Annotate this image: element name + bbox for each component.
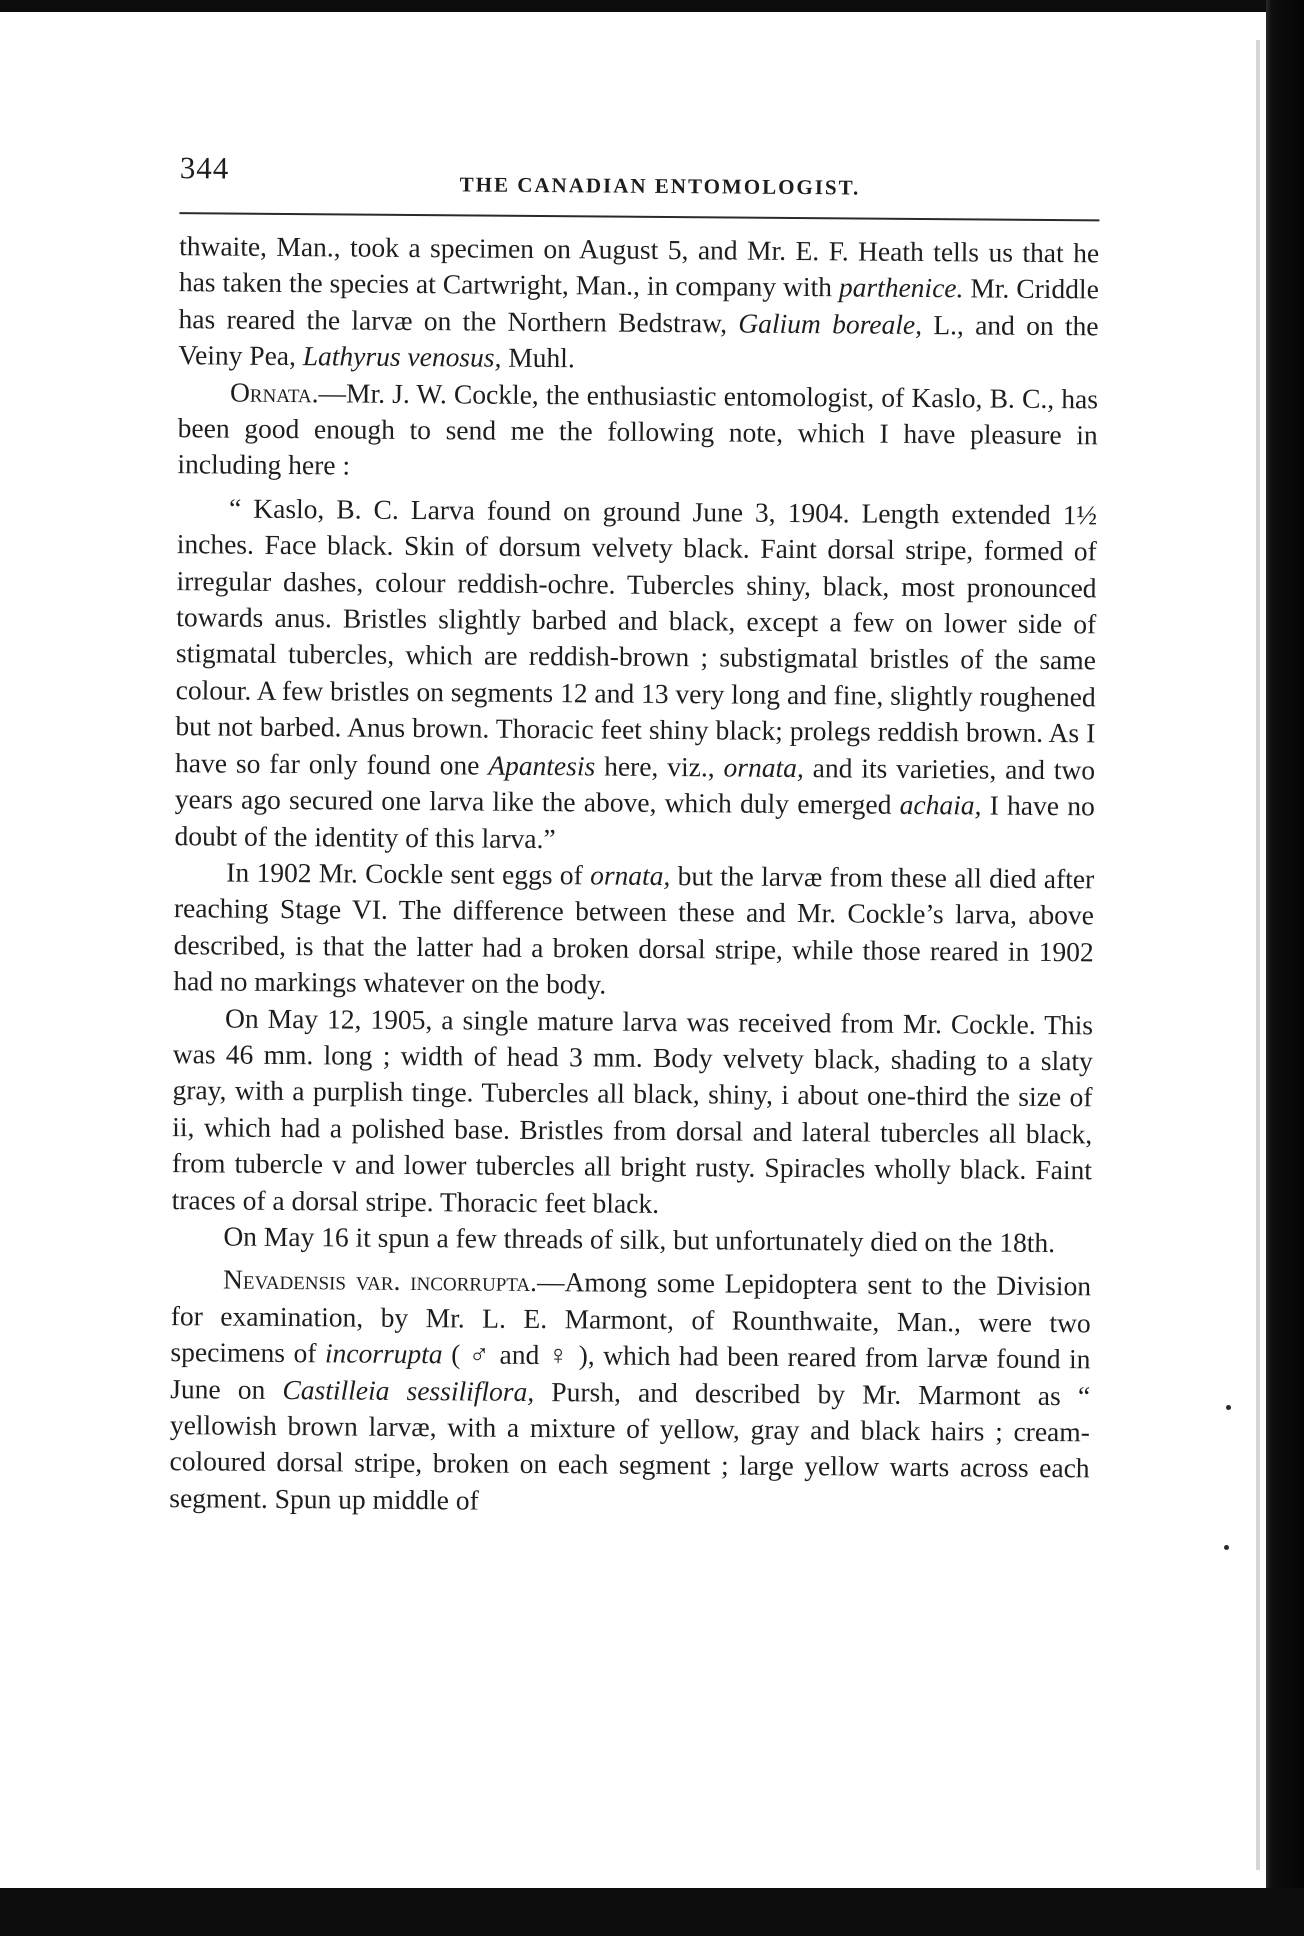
scan-speck <box>1224 1545 1229 1550</box>
paragraph-quoted-note <box>174 490 1097 861</box>
scan-border-top <box>0 0 1304 12</box>
paragraph-continued <box>178 228 1099 381</box>
body-text <box>169 228 1099 1523</box>
text-run: Pursh, and described by Mr. Marmont as “ yellowish brown larvæ, with a mixture of yellow, gray and black hairs ; cream-coloured dorsal stripe, broken on each segment ; large yellow warts across each segment. Spun up middle of <box>169 1375 1091 1516</box>
paragraph-1905-larva <box>172 1000 1094 1226</box>
paragraph-may-16 <box>171 1218 1091 1262</box>
header-rule <box>179 212 1099 221</box>
paragraph-ornata <box>177 374 1098 490</box>
page-edge <box>1256 40 1260 1870</box>
text-run: Mr. Criddle has reared the larvæ on the Northern Bedstraw, <box>178 272 1099 339</box>
scan-border-bottom <box>0 1888 1304 1936</box>
section-heading-ornata: Ornata. <box>229 376 319 408</box>
scan-border-right <box>1266 0 1304 1936</box>
species-name: Lathyrus venosus, <box>302 340 502 373</box>
section-heading-nevadensis: Nevadensis var. incorrupta. <box>222 1263 538 1298</box>
text-run: thwaite, Man., took a specimen on August 5, and Mr. E. F. Heath tells us that he has taken the species at Cartwright, Man., in company with <box>178 230 1100 303</box>
species-name: achaia, <box>899 788 982 821</box>
text-run: In 1902 Mr. Cockle sent eggs of <box>226 856 591 891</box>
species-name: ornata, <box>590 859 671 891</box>
paragraph-nevadensis <box>169 1261 1091 1523</box>
scan-speck <box>1226 1405 1231 1410</box>
text-run: but the larvæ from these all died after reaching Stage VI. The difference between these and Mr. Cockle’s larva, above described, is that the latter had a broken dorsal stripe, while those reared in 1902 had no markings whatever on the body. <box>173 859 1095 1000</box>
book-page <box>147 140 1100 1747</box>
text-run: “ Kaslo, B. C. Larva found on ground June 3, 1904. Length extended 1½ inches. Face black. Skin of dorsum velvety black. Faint dorsal stripe, formed of irregular dashes, colour reddish-ochre. Tubercles shiny, black, most pronounced towards anus. Bristles slightly barbed and black, except a few on lower side of stigmatal tubercles, which are reddish-brown ; substigmatal bristles of the same colour. A few bristles on segments 12 and 13 very long and fine, slightly roughened but not barbed. Anus brown. Thoracic feet shiny black; prolegs reddish brown. As I have so far only found one <box>174 492 1098 781</box>
journal-title: THE CANADIAN ENTOMOLOGIST. <box>459 172 861 200</box>
text-run: On May 16 it spun a few threads of silk, but unfortunately died on the 18th. <box>223 1220 1056 1259</box>
text-run: Muhl. <box>501 341 575 374</box>
text-run: —Mr. J. W. Cockle, the enthusiastic entomologist, of Kaslo, B. C., has been good enough to send me the following note, which I have pleasure in including here : <box>177 376 1099 481</box>
paragraph-1902-eggs <box>173 854 1094 1007</box>
text-run: L., and on the Veiny Pea, <box>178 308 1099 372</box>
species-name: Galium boreale, <box>738 307 923 340</box>
species-name: ornata, <box>723 751 804 783</box>
text-run: —Among some Lepidoptera sent to the Division for examination, by Mr. L. E. Marmont, of Rounthwaite, Man., were two specimens of <box>170 1266 1092 1369</box>
species-name: incorrupta <box>324 1337 443 1370</box>
text-run: ( ♂ and ♀ ), which had been reared from larvæ found in June on <box>170 1338 1091 1405</box>
text-run: On May 12, 1905, a single mature larva was received from Mr. Cockle. This was 46 mm. long ; width of head 3 mm. Body velvety black, shading to a slaty gray, with a purplish tinge. Tubercles all black, shiny, i about one-third the size of ii, which had a polished base. Bristles from dorsal and lateral tubercles all black, from tubercle v and lower tubercles all bright rusty. Spiracles wholly black. Faint traces of a dorsal stripe. Thoracic feet black. <box>171 1002 1094 1219</box>
text-run: I have no doubt of the identity of this larva.” <box>174 789 1095 854</box>
text-run: and its varieties, and two years ago secured one larva like the above, which duly emerged <box>174 751 1096 820</box>
species-name: parthenice. <box>838 271 964 304</box>
species-name: Apantesis <box>488 749 596 782</box>
running-head <box>180 150 1100 207</box>
page-number: 344 <box>179 150 230 186</box>
species-name: Castilleia sessiliflora, <box>282 1373 535 1407</box>
text-run: here, viz., <box>595 750 724 783</box>
